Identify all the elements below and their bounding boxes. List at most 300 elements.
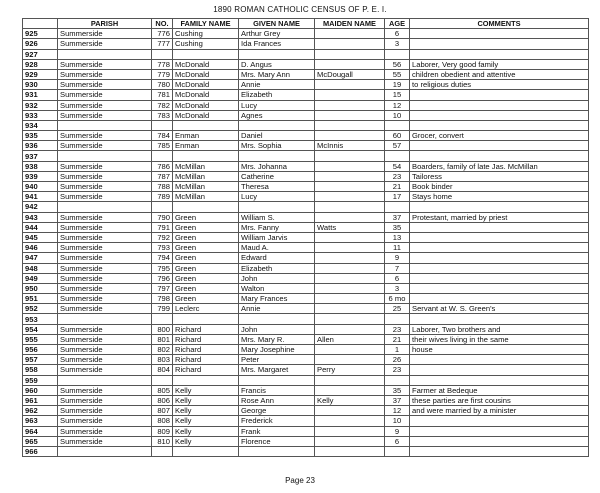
family-name-cell: Enman [173,131,239,141]
parish-cell [58,446,152,456]
age-cell: 35 [385,385,410,395]
table-row [23,161,589,171]
family-name-cell: Richard [173,324,239,334]
row-number-cell: 926 [23,39,58,49]
header-parish: PARISH [58,19,152,29]
entry-number-cell: 793 [152,243,173,253]
family-name-cell: Enman [173,141,239,151]
comments-cell: and were married by a minister [410,406,589,416]
entry-number-cell: 780 [152,80,173,90]
comments-cell [410,100,589,110]
parish-cell: Summerside [58,161,152,171]
comments-cell [410,446,589,456]
comments-cell: their wives living in the same [410,334,589,344]
parish-cell [58,314,152,324]
given-name-cell: Mrs. Fanny [239,222,315,232]
table-row [23,324,589,334]
age-cell: 10 [385,110,410,120]
parish-cell: Summerside [58,385,152,395]
comments-cell: Protestant, married by priest [410,212,589,222]
parish-cell: Summerside [58,110,152,120]
given-name-cell: Mrs. Sophia [239,141,315,151]
table-row [23,365,589,375]
parish-cell: Summerside [58,80,152,90]
age-cell: 57 [385,141,410,151]
age-cell: 3 [385,39,410,49]
table-row [23,395,589,405]
entry-number-cell: 809 [152,426,173,436]
comments-cell: Laborer, Two brothers and [410,324,589,334]
age-cell [385,202,410,212]
given-name-cell [239,151,315,161]
maiden-name-cell [315,355,385,365]
age-cell: 12 [385,406,410,416]
entry-number-cell [152,49,173,59]
entry-number-cell: 797 [152,283,173,293]
given-name-cell: Elizabeth [239,263,315,273]
row-number-cell: 943 [23,212,58,222]
parish-cell: Summerside [58,100,152,110]
row-number-cell: 964 [23,426,58,436]
age-cell: 37 [385,395,410,405]
given-name-cell: Annie [239,304,315,314]
entry-number-cell: 810 [152,436,173,446]
family-name-cell [173,202,239,212]
page-number: Page 23 [285,476,315,485]
row-number-cell: 944 [23,222,58,232]
maiden-name-cell [315,100,385,110]
entry-number-cell: 801 [152,334,173,344]
entry-number-cell: 806 [152,395,173,405]
table-row [23,69,589,79]
given-name-cell: Mrs. Mary Ann [239,69,315,79]
maiden-name-cell [315,283,385,293]
given-name-cell: Peter [239,355,315,365]
age-cell: 6 [385,436,410,446]
age-cell: 55 [385,69,410,79]
maiden-name-cell: Perry [315,365,385,375]
age-cell: 37 [385,212,410,222]
row-number-cell: 930 [23,80,58,90]
parish-cell: Summerside [58,263,152,273]
table-row [23,355,589,365]
maiden-name-cell [315,151,385,161]
given-name-cell: D. Angus [239,59,315,69]
parish-cell: Summerside [58,222,152,232]
age-cell [385,375,410,385]
comments-cell [410,426,589,436]
age-cell: 1 [385,345,410,355]
row-number-cell: 935 [23,131,58,141]
comments-cell [410,243,589,253]
entry-number-cell: 808 [152,416,173,426]
age-cell: 54 [385,161,410,171]
row-number-cell: 961 [23,395,58,405]
given-name-cell: William S. [239,212,315,222]
row-number-cell: 929 [23,69,58,79]
table-row [23,29,589,39]
parish-cell [58,120,152,130]
row-number-cell: 950 [23,283,58,293]
family-name-cell: Kelly [173,426,239,436]
maiden-name-cell [315,375,385,385]
comments-cell [410,375,589,385]
table-row [23,90,589,100]
comments-cell [410,355,589,365]
maiden-name-cell [315,131,385,141]
parish-cell: Summerside [58,171,152,181]
maiden-name-cell [315,212,385,222]
given-name-cell: Mrs. Johanna [239,161,315,171]
family-name-cell [173,314,239,324]
maiden-name-cell: Watts [315,222,385,232]
family-name-cell: Kelly [173,395,239,405]
row-number-cell: 925 [23,29,58,39]
header-maiden-name: MAIDEN NAME [315,19,385,29]
header-family-name: FAMILY NAME [173,19,239,29]
maiden-name-cell [315,345,385,355]
maiden-name-cell: Kelly [315,395,385,405]
row-number-cell: 948 [23,263,58,273]
parish-cell [58,202,152,212]
row-number-cell: 962 [23,406,58,416]
comments-cell: Book binder [410,182,589,192]
age-cell: 6 [385,273,410,283]
parish-cell: Summerside [58,436,152,446]
family-name-cell: McDonald [173,59,239,69]
row-number-cell: 946 [23,243,58,253]
parish-cell: Summerside [58,395,152,405]
entry-number-cell: 778 [152,59,173,69]
parish-cell: Summerside [58,59,152,69]
given-name-cell: Lucy [239,192,315,202]
family-name-cell: McDonald [173,90,239,100]
parish-cell: Summerside [58,253,152,263]
family-name-cell: Green [173,232,239,242]
maiden-name-cell [315,406,385,416]
header-given-name: GIVEN NAME [239,19,315,29]
family-name-cell: Green [173,294,239,304]
parish-cell: Summerside [58,406,152,416]
entry-number-cell [152,120,173,130]
age-cell [385,446,410,456]
table-row [23,49,589,59]
given-name-cell: Frederick [239,416,315,426]
family-name-cell: Richard [173,345,239,355]
family-name-cell: Green [173,273,239,283]
age-cell [385,49,410,59]
entry-number-cell [152,314,173,324]
family-name-cell: Cushing [173,29,239,39]
comments-cell [410,29,589,39]
maiden-name-cell [315,90,385,100]
given-name-cell: Florence [239,436,315,446]
comments-cell [410,141,589,151]
entry-number-cell: 807 [152,406,173,416]
family-name-cell: Richard [173,355,239,365]
row-number-cell: 953 [23,314,58,324]
row-number-cell: 931 [23,90,58,100]
parish-cell: Summerside [58,355,152,365]
entry-number-cell: 785 [152,141,173,151]
age-cell: 23 [385,171,410,181]
maiden-name-cell [315,80,385,90]
census-body [23,29,589,457]
age-cell [385,120,410,130]
row-number-cell: 939 [23,171,58,181]
age-cell: 56 [385,59,410,69]
table-row [23,151,589,161]
family-name-cell: McDonald [173,80,239,90]
entry-number-cell [152,446,173,456]
row-number-cell: 956 [23,345,58,355]
parish-cell: Summerside [58,294,152,304]
age-cell: 10 [385,416,410,426]
table-row [23,202,589,212]
age-cell: 13 [385,232,410,242]
family-name-cell: Richard [173,334,239,344]
given-name-cell: John [239,324,315,334]
comments-cell [410,273,589,283]
given-name-cell: Daniel [239,131,315,141]
parish-cell [58,49,152,59]
given-name-cell: Catherine [239,171,315,181]
maiden-name-cell [315,263,385,273]
age-cell: 21 [385,334,410,344]
maiden-name-cell [315,253,385,263]
table-row [23,416,589,426]
parish-cell: Summerside [58,212,152,222]
age-cell: 23 [385,324,410,334]
given-name-cell: Elizabeth [239,90,315,100]
row-number-cell: 963 [23,416,58,426]
row-number-cell: 934 [23,120,58,130]
parish-cell: Summerside [58,365,152,375]
age-cell: 35 [385,222,410,232]
given-name-cell: Mrs. Mary R. [239,334,315,344]
maiden-name-cell [315,202,385,212]
family-name-cell: McDonald [173,100,239,110]
entry-number-cell: 781 [152,90,173,100]
table-row [23,110,589,120]
comments-cell [410,90,589,100]
parish-cell: Summerside [58,426,152,436]
maiden-name-cell [315,29,385,39]
table-row [23,141,589,151]
family-name-cell: Kelly [173,385,239,395]
given-name-cell: Lucy [239,100,315,110]
comments-cell [410,120,589,130]
row-number-cell: 933 [23,110,58,120]
table-row [23,59,589,69]
table-row [23,406,589,416]
maiden-name-cell [315,192,385,202]
entry-number-cell: 784 [152,131,173,141]
comments-cell: to religious duties [410,80,589,90]
family-name-cell: Green [173,212,239,222]
table-row [23,80,589,90]
maiden-name-cell [315,182,385,192]
family-name-cell: McMillan [173,192,239,202]
entry-number-cell: 787 [152,171,173,181]
family-name-cell: McDonald [173,69,239,79]
table-row [23,171,589,181]
row-number-cell: 952 [23,304,58,314]
family-name-cell: Leclerc [173,304,239,314]
row-number-cell: 947 [23,253,58,263]
maiden-name-cell [315,436,385,446]
family-name-cell [173,375,239,385]
age-cell: 9 [385,426,410,436]
row-number-cell: 945 [23,232,58,242]
parish-cell: Summerside [58,232,152,242]
given-name-cell: Maud A. [239,243,315,253]
entry-number-cell: 803 [152,355,173,365]
age-cell: 23 [385,365,410,375]
comments-cell: Grocer, convert [410,131,589,141]
family-name-cell: Green [173,222,239,232]
given-name-cell: Francis [239,385,315,395]
row-number-cell: 940 [23,182,58,192]
comments-cell: children obedient and attentive [410,69,589,79]
maiden-name-cell [315,416,385,426]
comments-cell: Boarders, family of late Jas. McMillan [410,161,589,171]
parish-cell: Summerside [58,29,152,39]
given-name-cell: Mrs. Margaret [239,365,315,375]
age-cell: 6 [385,29,410,39]
table-row [23,192,589,202]
parish-cell: Summerside [58,324,152,334]
comments-cell [410,436,589,446]
parish-cell: Summerside [58,345,152,355]
family-name-cell: McMillan [173,161,239,171]
comments-cell [410,49,589,59]
table-row [23,212,589,222]
given-name-cell [239,446,315,456]
comments-cell [410,110,589,120]
given-name-cell: Agnes [239,110,315,120]
row-number-cell: 941 [23,192,58,202]
comments-cell [410,416,589,426]
family-name-cell: Kelly [173,436,239,446]
comments-cell [410,365,589,375]
row-number-cell: 959 [23,375,58,385]
maiden-name-cell: McDougall [315,69,385,79]
maiden-name-cell [315,314,385,324]
row-number-cell: 937 [23,151,58,161]
maiden-name-cell [315,243,385,253]
family-name-cell [173,49,239,59]
given-name-cell: George [239,406,315,416]
row-number-cell: 927 [23,49,58,59]
header-row-number [23,19,58,29]
entry-number-cell: 796 [152,273,173,283]
comments-cell [410,263,589,273]
parish-cell: Summerside [58,192,152,202]
maiden-name-cell [315,110,385,120]
maiden-name-cell: McInnis [315,141,385,151]
header-age: AGE [385,19,410,29]
given-name-cell [239,202,315,212]
maiden-name-cell [315,161,385,171]
entry-number-cell: 777 [152,39,173,49]
table-row [23,263,589,273]
comments-cell: house [410,345,589,355]
maiden-name-cell [315,120,385,130]
maiden-name-cell [315,273,385,283]
maiden-name-cell [315,232,385,242]
table-row [23,39,589,49]
given-name-cell: Mary Josephine [239,345,315,355]
family-name-cell: Richard [173,365,239,375]
comments-cell [410,202,589,212]
age-cell: 7 [385,263,410,273]
entry-number-cell: 795 [152,263,173,273]
comments-cell [410,294,589,304]
table-row [23,314,589,324]
comments-cell: Stays home [410,192,589,202]
row-number-cell: 954 [23,324,58,334]
family-name-cell: Kelly [173,406,239,416]
entry-number-cell: 802 [152,345,173,355]
age-cell [385,151,410,161]
table-row [23,385,589,395]
family-name-cell: Green [173,243,239,253]
entry-number-cell: 800 [152,324,173,334]
entry-number-cell [152,202,173,212]
given-name-cell: Ida Frances [239,39,315,49]
age-cell: 60 [385,131,410,141]
row-number-cell: 965 [23,436,58,446]
given-name-cell: Rose Ann [239,395,315,405]
given-name-cell: Walton [239,283,315,293]
comments-cell: Farmer at Bedeque [410,385,589,395]
maiden-name-cell [315,59,385,69]
table-row [23,304,589,314]
table-row [23,426,589,436]
row-number-cell: 942 [23,202,58,212]
age-cell: 6 mo [385,294,410,304]
maiden-name-cell [315,39,385,49]
row-number-cell: 936 [23,141,58,151]
parish-cell: Summerside [58,273,152,283]
given-name-cell [239,314,315,324]
given-name-cell [239,49,315,59]
entry-number-cell: 798 [152,294,173,304]
table-row [23,232,589,242]
given-name-cell [239,120,315,130]
row-number-cell: 928 [23,59,58,69]
row-number-cell: 957 [23,355,58,365]
entry-number-cell: 789 [152,192,173,202]
maiden-name-cell [315,385,385,395]
parish-cell: Summerside [58,283,152,293]
parish-cell: Summerside [58,416,152,426]
comments-cell: these parties are first cousins [410,395,589,405]
table-row [23,131,589,141]
row-number-cell: 960 [23,385,58,395]
entry-number-cell [152,151,173,161]
comments-cell [410,151,589,161]
entry-number-cell: 782 [152,100,173,110]
age-cell: 15 [385,90,410,100]
table-row [23,273,589,283]
table-row [23,120,589,130]
maiden-name-cell [315,49,385,59]
family-name-cell: Kelly [173,416,239,426]
family-name-cell: Green [173,263,239,273]
row-number-cell: 955 [23,334,58,344]
